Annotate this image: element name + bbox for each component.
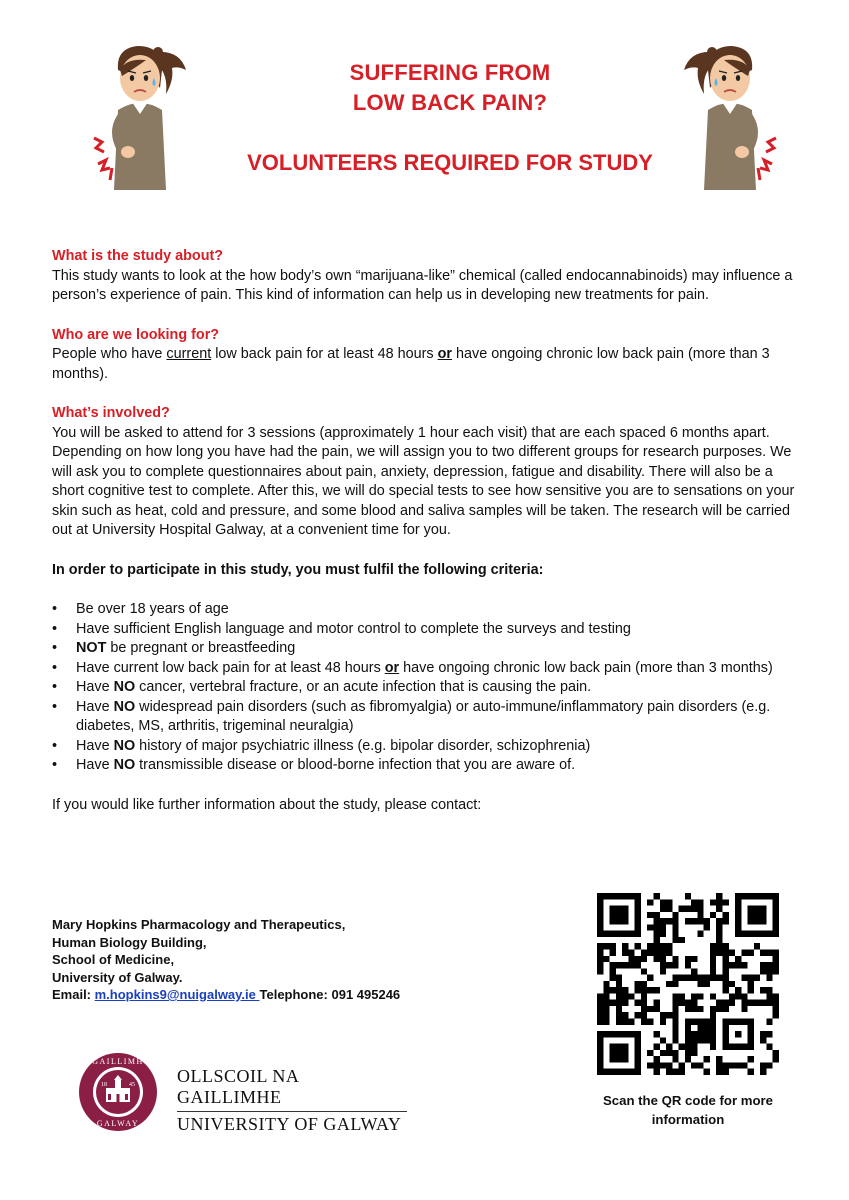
title-line-2: LOW BACK PAIN? bbox=[352, 90, 548, 115]
bullet: • bbox=[52, 640, 58, 656]
university-name-english: UNIVERSITY OF GALWAY bbox=[177, 1114, 402, 1134]
criteria-text: Have bbox=[76, 757, 114, 773]
involved-text: You will be asked to attend for 3 sessions (approximately 1 hour each visit) that are each spaced 6 months apart. Depending on how long you have had the pain, we will assign you to two different groups for research purposes. We will ask you to complete questionnaires about pain, anxiety, depression, fatigue and disability. There will also be a short cognitive test to complete. After this, we will do special tests to see how sensitive you are to sensations on your skin such as heat, cold and pressure, and some blood and saliva samples will be taken. The research will be carried out at University Hospital Galway, at a convenient time for you. bbox=[52, 424, 795, 538]
criteria-emphasis: NO bbox=[113, 737, 136, 754]
criteria-text: be pregnant or breastfeeding bbox=[106, 640, 296, 656]
phone-number: Telephone: 091 495246 bbox=[259, 987, 401, 1002]
criteria-text: widespread pain disorders (such as fibromyalgia) or auto-immune/inflammatory pain disorders (e.g. diabetes, MS, arthritis, trigeminal neuralgia) bbox=[76, 698, 771, 734]
or-emphasis: or bbox=[437, 346, 453, 362]
criteria-heading: In order to participate in this study, you must fulfil the following criteria: bbox=[52, 561, 544, 578]
criteria-item bbox=[52, 600, 800, 620]
title-line-1: SUFFERING FROM bbox=[349, 60, 551, 85]
crest-year-left: 18 bbox=[101, 1082, 107, 1088]
criteria-item bbox=[52, 737, 800, 757]
criteria-list bbox=[52, 600, 800, 776]
looking-for-text-mid: low back pain for at least 48 hours bbox=[211, 346, 438, 362]
looking-for-text-end: have ongoing chronic low back pain (more than 3 months). bbox=[52, 346, 770, 382]
criteria-emphasis: NO bbox=[113, 698, 136, 715]
criteria-item bbox=[52, 620, 800, 640]
main-content bbox=[52, 247, 800, 815]
criteria-emphasis: or bbox=[384, 659, 400, 676]
email-label: Email: bbox=[52, 987, 95, 1002]
contact-email-phone bbox=[52, 986, 400, 1004]
criteria-text: Have sufficient English language and motor control to complete the surveys and testing bbox=[76, 620, 631, 637]
criteria-item bbox=[52, 639, 800, 659]
criteria-item bbox=[52, 756, 800, 776]
criteria-text: Have bbox=[76, 698, 114, 715]
university-name-irish: OLLSCOIL NA GAILLIMHE bbox=[177, 1066, 407, 1112]
criteria-item bbox=[52, 698, 800, 737]
criteria-text: Be over 18 years of age bbox=[76, 601, 229, 617]
criteria-emphasis: NO bbox=[113, 757, 136, 773]
criteria-text: Have current low back pain for at least 48 hours bbox=[76, 659, 385, 676]
criteria-emphasis: NO bbox=[113, 679, 136, 695]
criteria-text: Have bbox=[76, 679, 114, 695]
bullet: • bbox=[52, 659, 58, 676]
contact-line: University of Galway. bbox=[52, 969, 183, 985]
criteria-text: Have bbox=[76, 737, 114, 754]
university-crest-icon bbox=[78, 1052, 158, 1132]
about-text: This study wants to look at the how body’s own “marijuana-like” chemical (called endocannabinoids) may influence a person’s experience of pain. This kind of information can help us in developing new treatments for pain. bbox=[52, 267, 793, 303]
bullet: • bbox=[52, 757, 58, 773]
qr-caption bbox=[568, 1091, 808, 1129]
looking-for-heading: Who are we looking for? bbox=[52, 326, 220, 343]
bullet: • bbox=[52, 601, 58, 617]
criteria-item bbox=[52, 659, 800, 679]
subtitle: VOLUNTEERS REQUIRED FOR STUDY bbox=[247, 150, 653, 175]
crest-text-top: GAILLIMH bbox=[92, 1057, 144, 1066]
bullet: • bbox=[52, 737, 58, 754]
criteria-text: have ongoing chronic low back pain (more than 3 months) bbox=[399, 659, 773, 676]
qr-code[interactable] bbox=[597, 893, 779, 1075]
looking-for-text bbox=[52, 345, 800, 384]
bullet: • bbox=[52, 698, 58, 715]
criteria-item bbox=[52, 678, 800, 698]
bullet: • bbox=[52, 620, 58, 637]
involved-heading: What’s involved? bbox=[52, 405, 170, 421]
crest-year-right: 45 bbox=[129, 1082, 135, 1088]
contact-line: School of Medicine, bbox=[52, 952, 175, 967]
looking-for-text-start: People who have bbox=[52, 346, 167, 362]
criteria-text: cancer, vertebral fracture, or an acute infection that is causing the pain. bbox=[135, 679, 592, 695]
contact-line: Human Biology Building, bbox=[52, 934, 207, 950]
current-emphasis: current bbox=[166, 346, 212, 362]
title-block bbox=[200, 58, 700, 178]
contact-intro: If you would like further information about the study, please contact: bbox=[52, 796, 482, 813]
crest-text-bottom: GALWAY bbox=[96, 1119, 140, 1128]
contact-line: Mary Hopkins Pharmacology and Therapeutics, bbox=[52, 917, 346, 932]
university-name bbox=[177, 1066, 407, 1135]
criteria-text: transmissible disease or blood-borne infection that you are aware of. bbox=[135, 757, 576, 773]
woman-back-pain-illustration-left bbox=[88, 40, 198, 190]
qr-caption-line-2: information bbox=[651, 1112, 725, 1127]
contact-block bbox=[52, 916, 400, 1004]
about-heading: What is the study about? bbox=[52, 248, 224, 264]
email-link[interactable]: m.hopkins9@nuigalway.ie bbox=[94, 987, 260, 1002]
criteria-text: history of major psychiatric illness (e.g. bipolar disorder, schizophrenia) bbox=[135, 737, 591, 754]
bullet: • bbox=[52, 679, 58, 695]
criteria-emphasis: NOT bbox=[76, 640, 107, 656]
qr-caption-line-1: Scan the QR code for more bbox=[602, 1093, 773, 1108]
